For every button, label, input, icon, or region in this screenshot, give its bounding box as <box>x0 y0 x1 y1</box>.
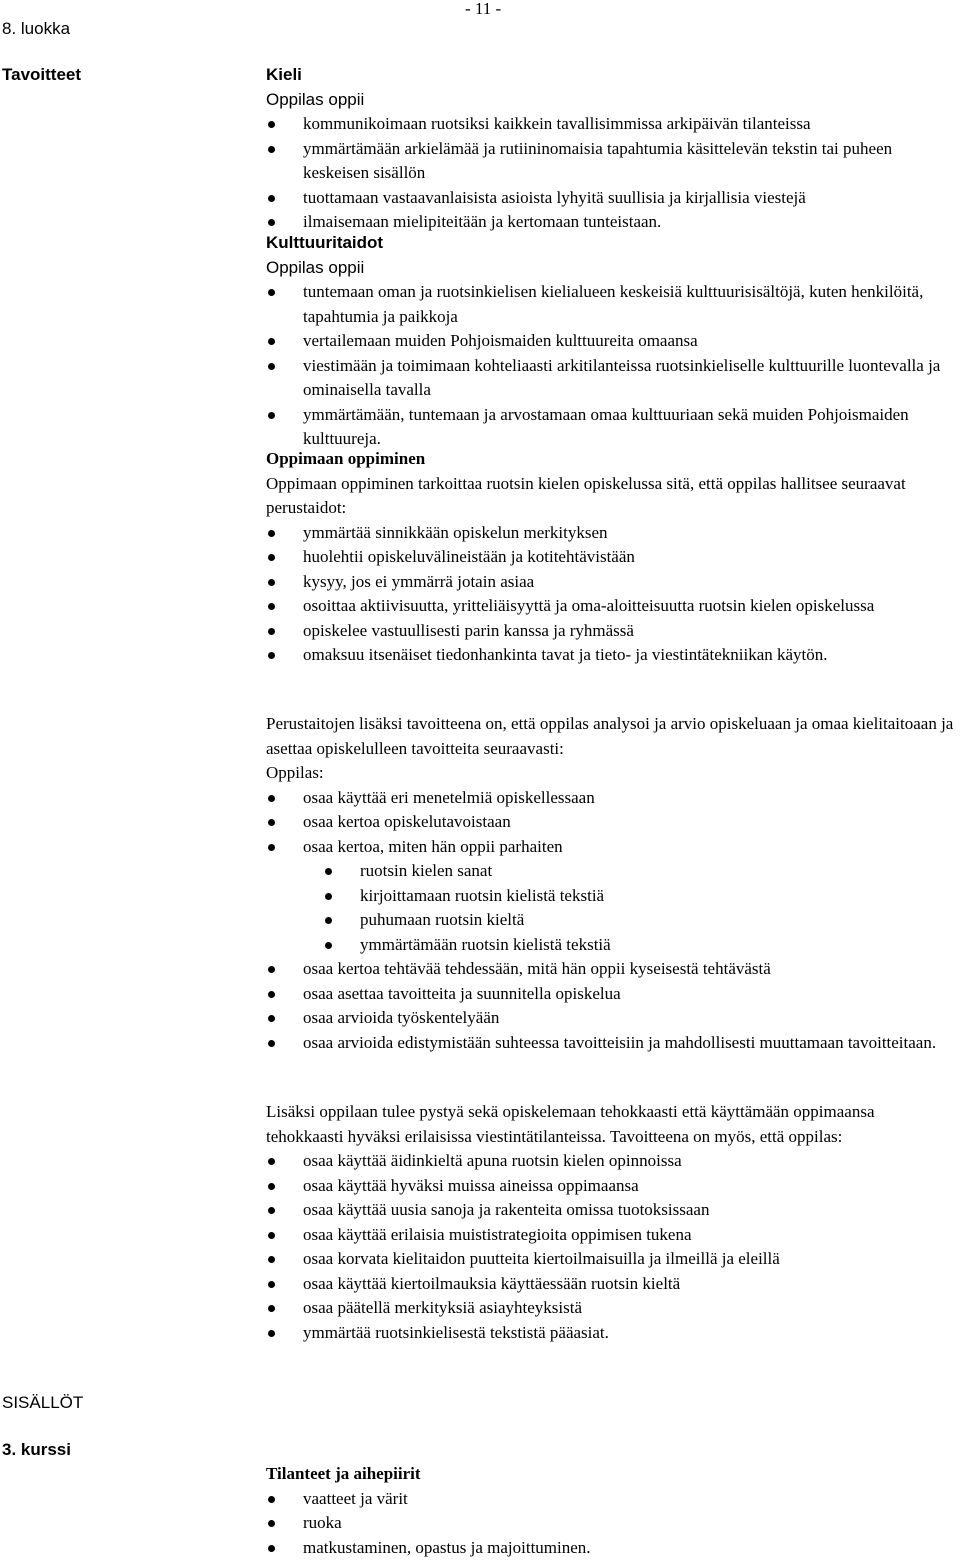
learning-skills-list <box>266 521 956 668</box>
self-assessment-list-a <box>266 786 956 860</box>
sub-list-item: ymmärtämään ruotsin kielistä tekstiä <box>266 933 956 958</box>
culture-goals-section <box>266 231 956 452</box>
list-item: osaa kertoa tehtävää tehdessään, mitä hän oppii kyseisestä tehtävästä <box>266 957 956 982</box>
sub-list-item: kirjoittamaan ruotsin kielistä tekstiä <box>266 884 956 909</box>
list-item: osaa kertoa opiskelutavoistaan <box>266 810 956 835</box>
list-item: kommunikoimaan ruotsiksi kaikkein tavallisimmissa arkipäivän tilanteissa <box>266 112 956 137</box>
list-item: viestimään ja toimimaan kohteliaasti arkitilanteissa ruotsinkieliselle kulttuurille luontevalla ja ominaisella tavalla <box>266 354 956 403</box>
list-item: ymmärtää sinnikkään opiskelun merkityksen <box>266 521 956 546</box>
contents-list <box>266 1487 956 1560</box>
sub-list-item: puhumaan ruotsin kieltä <box>266 908 956 933</box>
self-assessment-sublist <box>266 859 956 957</box>
list-item: omaksuu itsenäiset tiedonhankinta tavat ja tieto- ja viestintätekniikan käytön. <box>266 643 956 668</box>
self-assessment-intro: Perustaitojen lisäksi tavoitteena on, että oppilas analysoi ja arvio opiskeluaan ja omaa kielitaitoaan ja asettaa opiskelulleen tavoitteita seuraavasti: <box>266 712 956 761</box>
self-assessment-list-b <box>266 957 956 1055</box>
list-item: osaa kertoa, miten hän oppii parhaiten <box>266 835 956 860</box>
list-item: ruoka <box>266 1511 956 1536</box>
contents-label: SISÄLLÖT <box>2 1391 83 1416</box>
effective-list <box>266 1149 956 1345</box>
list-item: osaa käyttää kiertoilmauksia käyttäessään ruotsin kieltä <box>266 1272 956 1297</box>
list-item: osoittaa aktiivisuutta, yritteliäisyyttä ja oma-aloitteisuutta ruotsin kielen opiskelussa <box>266 594 956 619</box>
list-item: ymmärtämään, tuntemaan ja arvostamaan omaa kulttuuriaan sekä muiden Pohjoismaiden kulttuureja. <box>266 403 956 452</box>
culture-intro: Oppilas oppii <box>266 256 956 281</box>
language-intro: Oppilas oppii <box>266 88 956 113</box>
learning-heading: Oppimaan oppiminen <box>266 447 956 472</box>
culture-heading: Kulttuuritaidot <box>266 231 956 256</box>
list-item: tuottamaan vastaavanlaisista asioista lyhyitä suullisia ja kirjallisia viestejä <box>266 186 956 211</box>
list-item: kysyy, jos ei ymmärrä jotain asiaa <box>266 570 956 595</box>
list-item: osaa käyttää uusia sanoja ja rakenteita omissa tuotoksissaan <box>266 1198 956 1223</box>
page-number: - 11 - <box>465 0 501 22</box>
contents-heading: Tilanteet ja aihepiirit <box>266 1462 956 1487</box>
language-heading: Kieli <box>266 63 956 88</box>
effective-learning-section <box>266 1100 956 1345</box>
sub-list-item: ruotsin kielen sanat <box>266 859 956 884</box>
list-item: osaa käyttää erilaisia muististrategioita oppimisen tukena <box>266 1223 956 1248</box>
list-item: osaa arvioida edistymistään suhteessa tavoitteisiin ja mahdollisesti muuttamaan tavoitteitaan. <box>266 1031 956 1056</box>
list-item: ilmaisemaan mielipiteitään ja kertomaan tunteistaan. <box>266 210 956 235</box>
language-goals-section <box>266 63 956 235</box>
learning-to-learn-section <box>266 447 956 668</box>
list-item: osaa käyttää hyväksi muissa aineissa oppimaansa <box>266 1174 956 1199</box>
list-item: vaatteet ja värit <box>266 1487 956 1512</box>
list-item: osaa käyttää eri menetelmiä opiskellessaan <box>266 786 956 811</box>
self-assessment-section <box>266 712 956 1055</box>
contents-section <box>266 1462 956 1560</box>
list-item: matkustaminen, opastus ja majoittuminen. <box>266 1536 956 1560</box>
list-item: osaa päätellä merkityksiä asiayhteyksistä <box>266 1296 956 1321</box>
list-item: osaa arvioida työskentelyään <box>266 1006 956 1031</box>
effective-intro: Lisäksi oppilaan tulee pystyä sekä opiskelemaan tehokkaasti että käyttämään oppimaansa tehokkaasti hyväksi erilaisissa viestintätilanteissa. Tavoitteena on myös, että oppilas: <box>266 1100 956 1149</box>
list-item: osaa käyttää äidinkieltä apuna ruotsin kielen opinnoissa <box>266 1149 956 1174</box>
list-item: vertailemaan muiden Pohjoismaiden kulttuureita omaansa <box>266 329 956 354</box>
goals-label: Tavoitteet <box>2 63 81 88</box>
list-item: osaa korvata kielitaidon puutteita kiertoilmaisuilla ja ilmeillä ja eleillä <box>266 1247 956 1272</box>
list-item: osaa asettaa tavoitteita ja suunnitella opiskelua <box>266 982 956 1007</box>
list-item: ymmärtämään arkielämää ja rutiininomaisia tapahtumia käsittelevän tekstin tai puheen keskeisen sisällön <box>266 137 956 186</box>
culture-goals-list <box>266 280 956 452</box>
language-goals-list <box>266 112 956 235</box>
list-item: huolehtii opiskeluvälineistään ja kotitehtävistään <box>266 545 956 570</box>
self-assessment-label: Oppilas: <box>266 761 956 786</box>
list-item: tuntemaan oman ja ruotsinkielisen kielialueen keskeisiä kulttuurisisältöjä, kuten henkilöitä, tapahtumia ja paikkoja <box>266 280 956 329</box>
course-label: 3. kurssi <box>2 1438 71 1463</box>
list-item: opiskelee vastuullisesti parin kanssa ja ryhmässä <box>266 619 956 644</box>
list-item: ymmärtää ruotsinkielisestä tekstistä pääasiat. <box>266 1321 956 1346</box>
grade-label: 8. luokka <box>2 17 70 42</box>
learning-intro: Oppimaan oppiminen tarkoittaa ruotsin kielen opiskelussa sitä, että oppilas hallitsee seuraavat perustaidot: <box>266 472 956 521</box>
